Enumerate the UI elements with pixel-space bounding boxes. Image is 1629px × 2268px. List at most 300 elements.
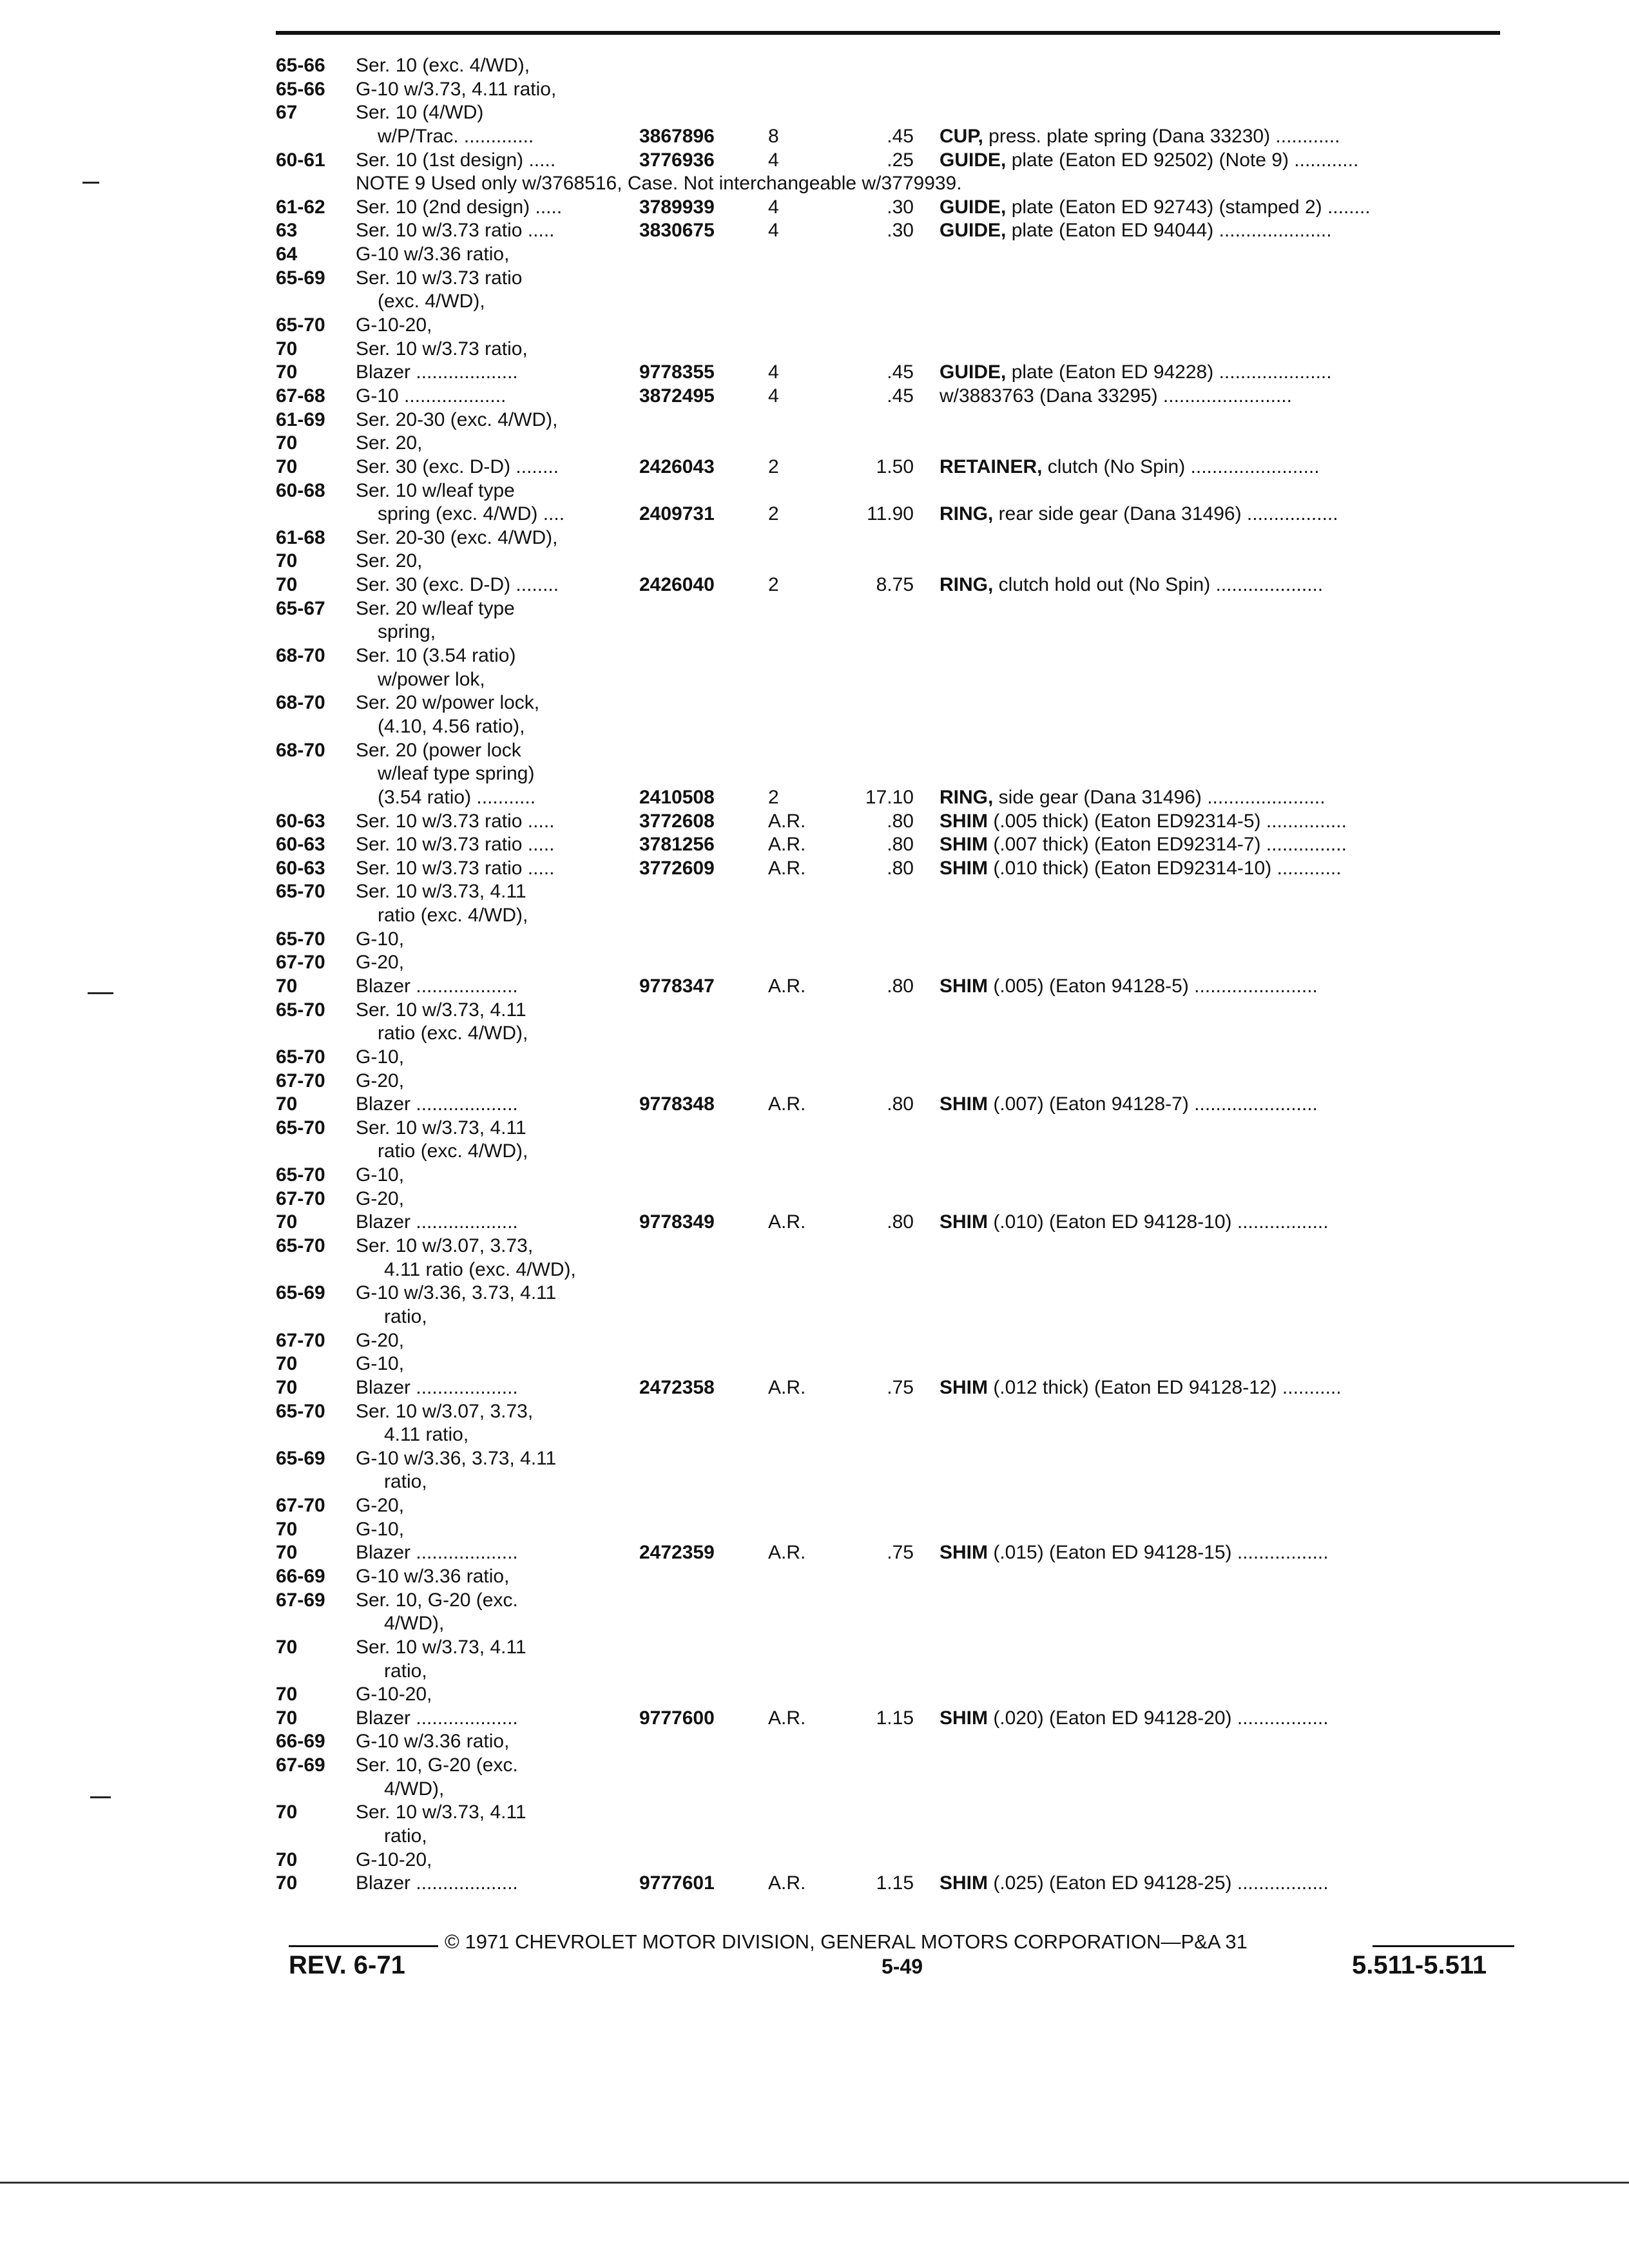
model-year: 65-69 bbox=[276, 1282, 325, 1304]
table-row bbox=[276, 125, 1513, 149]
application-text: Ser. 10 (exc. 4/WD), bbox=[356, 55, 530, 76]
application-text: Ser. 10 w/3.73 ratio, bbox=[356, 338, 528, 360]
table-row bbox=[276, 1352, 1513, 1376]
application-text: Ser. 10 w/3.73, 4.11 bbox=[356, 1802, 526, 1823]
table-row bbox=[276, 1117, 1513, 1140]
quantity: A.R. bbox=[768, 810, 806, 832]
description-text: (.005 thick) (Eaton ED92314-5) ............... bbox=[988, 810, 1347, 832]
quantity: 8 bbox=[768, 125, 779, 147]
part-number: 3772609 bbox=[639, 857, 715, 879]
part-description bbox=[940, 786, 1325, 810]
quantity: 4 bbox=[768, 385, 779, 407]
price: 1.15 bbox=[876, 1707, 914, 1729]
application-text: G-10 w/3.36, 3.73, 4.11 bbox=[356, 1282, 557, 1304]
model-year: 67-68 bbox=[276, 385, 325, 407]
description-text: (.007) (Eaton 94128-7) ....................... bbox=[988, 1093, 1318, 1115]
application-text: Ser. 10 w/3.07, 3.73, bbox=[356, 1400, 534, 1422]
model-year: 70 bbox=[276, 456, 298, 477]
table-row bbox=[276, 1423, 1513, 1447]
model-year: 63 bbox=[276, 220, 298, 242]
application-text: ratio, bbox=[384, 1825, 427, 1847]
description-text: plate (Eaton ED 94044) ..................... bbox=[1006, 220, 1332, 242]
part-name: SHIM bbox=[940, 857, 988, 879]
model-year: 68-70 bbox=[276, 645, 325, 667]
application-text: w/P/Trac. ............. bbox=[378, 125, 534, 147]
part-name: RETAINER, bbox=[940, 456, 1043, 477]
table-row bbox=[276, 479, 1513, 503]
table-row bbox=[276, 550, 1513, 573]
part-name: CUP, bbox=[940, 125, 983, 147]
part-name: RING, bbox=[940, 574, 994, 596]
quantity: 2 bbox=[768, 503, 779, 525]
quantity: 4 bbox=[768, 361, 779, 383]
table-row bbox=[276, 1707, 1513, 1731]
part-number: 9778349 bbox=[639, 1211, 715, 1233]
table-row bbox=[276, 857, 1513, 881]
table-row bbox=[276, 290, 1513, 314]
part-name: SHIM bbox=[940, 1093, 988, 1115]
description-text: (.010) (Eaton ED 94128-10) ................. bbox=[988, 1211, 1329, 1233]
bottom-rule bbox=[0, 2182, 1629, 2184]
table-row bbox=[276, 101, 1513, 125]
part-description bbox=[940, 1093, 1318, 1117]
model-year: 65-70 bbox=[276, 881, 325, 903]
table-row bbox=[276, 739, 1513, 763]
application-text: (4.10, 4.56 ratio), bbox=[378, 715, 525, 737]
part-number: 2410508 bbox=[639, 786, 715, 808]
quantity: A.R. bbox=[768, 1707, 806, 1729]
table-row bbox=[276, 149, 1513, 173]
part-description bbox=[940, 196, 1371, 220]
part-number: 3830675 bbox=[639, 220, 715, 242]
quantity: A.R. bbox=[768, 1542, 806, 1564]
application-text: Ser. 20, bbox=[356, 432, 423, 454]
description-text: plate (Eaton ED 94228) ..................... bbox=[1006, 361, 1332, 383]
table-row bbox=[276, 1187, 1513, 1211]
part-name: SHIM bbox=[940, 1872, 988, 1894]
quantity: 4 bbox=[768, 149, 779, 171]
price: .45 bbox=[887, 385, 914, 407]
table-row bbox=[276, 1447, 1513, 1471]
table-row bbox=[276, 1470, 1513, 1494]
model-year: 70 bbox=[276, 574, 298, 596]
price: 1.50 bbox=[876, 456, 914, 477]
description-text: plate (Eaton ED 92743) (stamped 2) ........ bbox=[1006, 196, 1371, 218]
description-text: (.015) (Eaton ED 94128-15) ................. bbox=[988, 1542, 1329, 1564]
application-text: (3.54 ratio) ........... bbox=[378, 786, 536, 808]
application-text: G-10, bbox=[356, 1518, 405, 1540]
model-year: 65-69 bbox=[276, 267, 325, 289]
application-text: Blazer ................... bbox=[356, 361, 518, 383]
application-text: Ser. 10 w/3.73 ratio ..... bbox=[356, 220, 555, 242]
table-row bbox=[276, 1164, 1513, 1187]
model-year: 60-68 bbox=[276, 479, 325, 501]
table-row bbox=[276, 1612, 1513, 1636]
part-number: 9777600 bbox=[639, 1707, 715, 1729]
part-description bbox=[940, 1872, 1329, 1896]
application-text: G-10, bbox=[356, 1353, 405, 1375]
application-text: Blazer ................... bbox=[356, 1707, 518, 1729]
application-text: Ser. 10 (4/WD) bbox=[356, 102, 484, 124]
application-text: G-10 w/3.36 ratio, bbox=[356, 1566, 510, 1587]
application-text: 4/WD), bbox=[384, 1778, 445, 1800]
price: .75 bbox=[887, 1376, 914, 1398]
table-row bbox=[276, 1541, 1513, 1565]
application-text: Blazer ................... bbox=[356, 1211, 518, 1233]
part-name: GUIDE, bbox=[940, 220, 1007, 242]
footer-rule-left bbox=[289, 1945, 438, 1947]
table-row bbox=[276, 1046, 1513, 1070]
table-row bbox=[276, 668, 1513, 692]
copyright-notice: © 1971 CHEVROLET MOTOR DIVISION, GENERAL MOTORS CORPORATION—P&A 31 bbox=[445, 1930, 1248, 1953]
price: .25 bbox=[887, 149, 914, 171]
application-text: G-10 w/3.36 ratio, bbox=[356, 1731, 510, 1753]
table-row bbox=[276, 1565, 1513, 1589]
table-row bbox=[276, 526, 1513, 550]
table-row bbox=[276, 573, 1513, 597]
table-row bbox=[276, 833, 1513, 857]
part-name: SHIM bbox=[940, 1211, 988, 1233]
application-text: G-10-20, bbox=[356, 1684, 432, 1706]
price: .80 bbox=[887, 834, 914, 856]
part-number: 2472359 bbox=[639, 1542, 715, 1564]
application-text: Ser. 20-30 (exc. 4/WD), bbox=[356, 408, 558, 430]
table-row bbox=[276, 691, 1513, 715]
model-year: 65-67 bbox=[276, 597, 325, 619]
table-row bbox=[276, 338, 1513, 361]
model-year: 60-63 bbox=[276, 810, 325, 832]
description-text: (.005) (Eaton 94128-5) ....................... bbox=[988, 975, 1318, 997]
application-text: G-20, bbox=[356, 952, 405, 974]
application-text: G-10-20, bbox=[356, 314, 432, 336]
application-text: w/power lok, bbox=[378, 668, 485, 690]
application-text: G-10 ................... bbox=[356, 385, 506, 407]
table-row bbox=[276, 597, 1513, 621]
application-text: Ser. 20-30 (exc. 4/WD), bbox=[356, 526, 558, 548]
model-year: 67-69 bbox=[276, 1589, 325, 1611]
table-row bbox=[276, 810, 1513, 834]
table-row bbox=[276, 456, 1513, 479]
part-name: SHIM bbox=[940, 810, 988, 832]
application-text: Ser. 10 w/3.73, 4.11 bbox=[356, 999, 526, 1021]
table-row bbox=[276, 644, 1513, 668]
quantity: 2 bbox=[768, 456, 779, 477]
model-year: 67-69 bbox=[276, 1754, 325, 1776]
quantity: A.R. bbox=[768, 1872, 806, 1894]
model-year: 67-70 bbox=[276, 1070, 325, 1091]
model-year: 70 bbox=[276, 1849, 298, 1870]
model-year: 70 bbox=[276, 1093, 298, 1115]
model-year: 70 bbox=[276, 1802, 298, 1823]
part-description bbox=[940, 833, 1347, 857]
quantity: A.R. bbox=[768, 834, 806, 856]
table-row bbox=[276, 503, 1513, 526]
table-row bbox=[276, 951, 1513, 975]
note-text: NOTE 9 Used only w/3768516, Case. Not interchangeable w/3779939. bbox=[356, 173, 962, 195]
table-row bbox=[276, 1636, 1513, 1660]
price: .45 bbox=[887, 125, 914, 147]
application-text: Blazer ................... bbox=[356, 975, 518, 997]
table-row bbox=[276, 1376, 1513, 1400]
model-year: 67 bbox=[276, 102, 298, 124]
part-description bbox=[940, 1376, 1342, 1400]
part-description bbox=[940, 1211, 1329, 1235]
table-row bbox=[276, 1211, 1513, 1235]
application-text: ratio (exc. 4/WD), bbox=[378, 1023, 528, 1044]
application-text: Ser. 10, G-20 (exc. bbox=[356, 1754, 518, 1776]
revision-label: REV. 6-71 bbox=[289, 1951, 405, 1979]
application-text: Ser. 20 (power lock bbox=[356, 739, 521, 761]
table-row bbox=[276, 1093, 1513, 1117]
table-row bbox=[276, 904, 1513, 928]
table-row bbox=[276, 1140, 1513, 1164]
model-year: 60-63 bbox=[276, 857, 325, 879]
table-row bbox=[276, 1305, 1513, 1329]
quantity: A.R. bbox=[768, 1093, 806, 1115]
price: .80 bbox=[887, 810, 914, 832]
table-row bbox=[276, 928, 1513, 952]
application-text: Ser. 10 w/3.73, 4.11 bbox=[356, 1636, 526, 1658]
application-text: Ser. 20 w/leaf type bbox=[356, 597, 515, 619]
price: 1.15 bbox=[876, 1872, 914, 1894]
price: .80 bbox=[887, 1093, 914, 1115]
table-row bbox=[276, 78, 1513, 102]
part-name: SHIM bbox=[940, 834, 988, 856]
quantity: 4 bbox=[768, 196, 779, 218]
part-name: GUIDE, bbox=[940, 149, 1007, 171]
table-row bbox=[276, 361, 1513, 385]
part-number: 3781256 bbox=[639, 834, 715, 856]
description-text: rear side gear (Dana 31496) ................. bbox=[993, 503, 1338, 525]
model-year: 64 bbox=[276, 244, 298, 265]
model-year: 70 bbox=[276, 1211, 298, 1233]
price: .75 bbox=[887, 1542, 914, 1564]
model-year: 68-70 bbox=[276, 692, 325, 714]
part-number: 9777601 bbox=[639, 1872, 715, 1894]
model-year: 65-70 bbox=[276, 1046, 325, 1068]
part-description bbox=[940, 810, 1347, 834]
model-year: 65-69 bbox=[276, 1447, 325, 1469]
quantity: A.R. bbox=[768, 975, 806, 997]
table-row bbox=[276, 196, 1513, 220]
part-description bbox=[940, 385, 1292, 408]
application-text: Ser. 10 (3.54 ratio) bbox=[356, 645, 516, 667]
application-text: Ser. 30 (exc. D-D) ........ bbox=[356, 574, 559, 596]
application-text: Ser. 10 w/3.73 ratio ..... bbox=[356, 857, 555, 879]
table-row bbox=[276, 715, 1513, 739]
application-text: Ser. 10 w/3.73, 4.11 bbox=[356, 881, 526, 903]
model-year: 60-61 bbox=[276, 149, 325, 171]
description-text: side gear (Dana 31496) ...................... bbox=[993, 786, 1325, 808]
part-number: 2426043 bbox=[639, 456, 715, 477]
model-year: 65-70 bbox=[276, 314, 325, 336]
quantity: 2 bbox=[768, 786, 779, 808]
application-text: Blazer ................... bbox=[356, 1872, 518, 1894]
part-number: 9778355 bbox=[639, 361, 715, 383]
table-row bbox=[276, 1660, 1513, 1684]
model-year: 61-68 bbox=[276, 526, 325, 548]
part-name: GUIDE, bbox=[940, 361, 1007, 383]
application-text: G-10 w/3.36 ratio, bbox=[356, 244, 510, 265]
table-row bbox=[276, 1801, 1513, 1825]
part-number: 3789939 bbox=[639, 196, 715, 218]
model-year: 67-70 bbox=[276, 1329, 325, 1351]
description-text: (.007 thick) (Eaton ED92314-7) ............... bbox=[988, 834, 1347, 856]
table-row bbox=[276, 620, 1513, 644]
application-text: G-20, bbox=[356, 1495, 405, 1517]
table-row bbox=[276, 1730, 1513, 1754]
table-row bbox=[276, 1778, 1513, 1802]
application-text: Ser. 10 (1st design) ..... bbox=[356, 149, 556, 171]
model-year: 70 bbox=[276, 975, 298, 997]
table-row bbox=[276, 1754, 1513, 1778]
table-row bbox=[276, 408, 1513, 432]
application-text: G-10-20, bbox=[356, 1849, 432, 1870]
model-year: 65-66 bbox=[276, 78, 325, 100]
application-text: ratio (exc. 4/WD), bbox=[378, 1140, 528, 1162]
margin-tick bbox=[82, 182, 99, 184]
price: .80 bbox=[887, 975, 914, 997]
part-description bbox=[940, 975, 1318, 999]
top-rule bbox=[276, 31, 1500, 35]
model-year: 67-70 bbox=[276, 1495, 325, 1517]
part-number: 9778348 bbox=[639, 1093, 715, 1115]
part-name: GUIDE, bbox=[940, 196, 1007, 218]
application-text: G-10, bbox=[356, 1046, 405, 1068]
section-number: 5.511-5.511 bbox=[1352, 1951, 1487, 1979]
table-row bbox=[276, 1282, 1513, 1305]
table-row bbox=[276, 1518, 1513, 1542]
part-description bbox=[940, 857, 1342, 881]
model-year: 65-70 bbox=[276, 1164, 325, 1186]
footer-rule-right bbox=[1373, 1945, 1514, 1947]
quantity: A.R. bbox=[768, 857, 806, 879]
price: .30 bbox=[887, 220, 914, 242]
part-description bbox=[940, 361, 1332, 385]
application-text: G-20, bbox=[356, 1329, 405, 1351]
part-name: SHIM bbox=[940, 1542, 988, 1564]
model-year: 70 bbox=[276, 1542, 298, 1564]
model-year: 67-70 bbox=[276, 952, 325, 974]
table-row bbox=[276, 999, 1513, 1023]
model-year: 61-69 bbox=[276, 408, 325, 430]
margin-tick bbox=[90, 1796, 111, 1798]
model-year: 67-70 bbox=[276, 1187, 325, 1209]
application-text: ratio (exc. 4/WD), bbox=[378, 905, 528, 927]
model-year: 70 bbox=[276, 1376, 298, 1398]
part-description bbox=[940, 125, 1340, 149]
application-text: spring, bbox=[378, 621, 436, 643]
part-number: 2409731 bbox=[639, 503, 715, 525]
model-year: 66-69 bbox=[276, 1731, 325, 1753]
price: .80 bbox=[887, 857, 914, 879]
table-row bbox=[276, 880, 1513, 904]
application-text: ratio, bbox=[384, 1660, 427, 1682]
table-row bbox=[276, 219, 1513, 243]
quantity: A.R. bbox=[768, 1211, 806, 1233]
model-year: 66-69 bbox=[276, 1566, 325, 1587]
part-name: RING, bbox=[940, 503, 994, 525]
price: 17.10 bbox=[865, 786, 914, 808]
table-row bbox=[276, 432, 1513, 456]
application-text: Blazer ................... bbox=[356, 1093, 518, 1115]
part-number: 3776936 bbox=[639, 149, 715, 171]
price: .30 bbox=[887, 196, 914, 218]
margin-tick bbox=[88, 992, 113, 994]
model-year: 61-62 bbox=[276, 196, 325, 218]
table-row bbox=[276, 786, 1513, 810]
table-row bbox=[276, 243, 1513, 267]
table-row bbox=[276, 1258, 1513, 1282]
application-text: G-10 w/3.73, 4.11 ratio, bbox=[356, 78, 557, 100]
model-year: 70 bbox=[276, 1707, 298, 1729]
application-text: (exc. 4/WD), bbox=[378, 291, 485, 312]
description-text: (.012 thick) (Eaton ED 94128-12) ........... bbox=[988, 1376, 1342, 1398]
description-text: (.020) (Eaton ED 94128-20) ................. bbox=[988, 1707, 1329, 1729]
application-text: G-20, bbox=[356, 1187, 405, 1209]
part-number: 3772608 bbox=[639, 810, 715, 832]
model-year: 70 bbox=[276, 550, 298, 572]
application-text: Ser. 10 w/3.73 ratio ..... bbox=[356, 834, 555, 856]
table-row bbox=[276, 1235, 1513, 1258]
part-number: 3872495 bbox=[639, 385, 715, 407]
parts-table bbox=[276, 54, 1513, 1896]
table-row bbox=[276, 314, 1513, 338]
model-year: 70 bbox=[276, 1636, 298, 1658]
table-row bbox=[276, 267, 1513, 291]
application-text: G-10 w/3.36, 3.73, 4.11 bbox=[356, 1447, 557, 1469]
table-row bbox=[276, 1683, 1513, 1707]
part-description bbox=[940, 219, 1332, 243]
part-name: RING, bbox=[940, 786, 994, 808]
table-row bbox=[276, 172, 1513, 196]
table-row bbox=[276, 1825, 1513, 1849]
table-row bbox=[276, 1589, 1513, 1613]
application-text: Ser. 20 w/power lock, bbox=[356, 692, 540, 714]
model-year: 65-66 bbox=[276, 55, 325, 76]
application-text: Ser. 10 w/3.73, 4.11 bbox=[356, 1117, 526, 1139]
description-text: (.025) (Eaton ED 94128-25) ................. bbox=[988, 1872, 1329, 1894]
model-year: 60-63 bbox=[276, 834, 325, 856]
description-text: plate (Eaton ED 92502) (Note 9) ............ bbox=[1006, 149, 1359, 171]
description-text: clutch (No Spin) ........................ bbox=[1042, 456, 1320, 477]
application-text: Ser. 10 (2nd design) ..... bbox=[356, 196, 563, 218]
model-year: 70 bbox=[276, 1353, 298, 1375]
quantity: 4 bbox=[768, 220, 779, 242]
description-text: w/3883763 (Dana 33295) ........................ bbox=[940, 385, 1292, 407]
table-row bbox=[276, 1872, 1513, 1896]
quantity: A.R. bbox=[768, 1376, 806, 1398]
table-row bbox=[276, 1849, 1513, 1872]
application-text: G-10, bbox=[356, 1164, 405, 1186]
model-year: 70 bbox=[276, 432, 298, 454]
model-year: 70 bbox=[276, 361, 298, 383]
part-name: SHIM bbox=[940, 1376, 988, 1398]
application-text: Ser. 10 w/3.73 ratio bbox=[356, 267, 523, 289]
table-row bbox=[276, 1329, 1513, 1353]
application-text: w/leaf type spring) bbox=[378, 763, 535, 785]
description-text: (.010 thick) (Eaton ED92314-10) ............ bbox=[988, 857, 1342, 879]
model-year: 65-70 bbox=[276, 999, 325, 1021]
application-text: Blazer ................... bbox=[356, 1542, 518, 1564]
part-description bbox=[940, 149, 1358, 173]
table-row bbox=[276, 54, 1513, 78]
page-number: 5-49 bbox=[882, 1955, 923, 1978]
table-row bbox=[276, 1400, 1513, 1424]
application-text: 4/WD), bbox=[384, 1613, 445, 1635]
model-year: 70 bbox=[276, 1518, 298, 1540]
price: .45 bbox=[887, 361, 914, 383]
